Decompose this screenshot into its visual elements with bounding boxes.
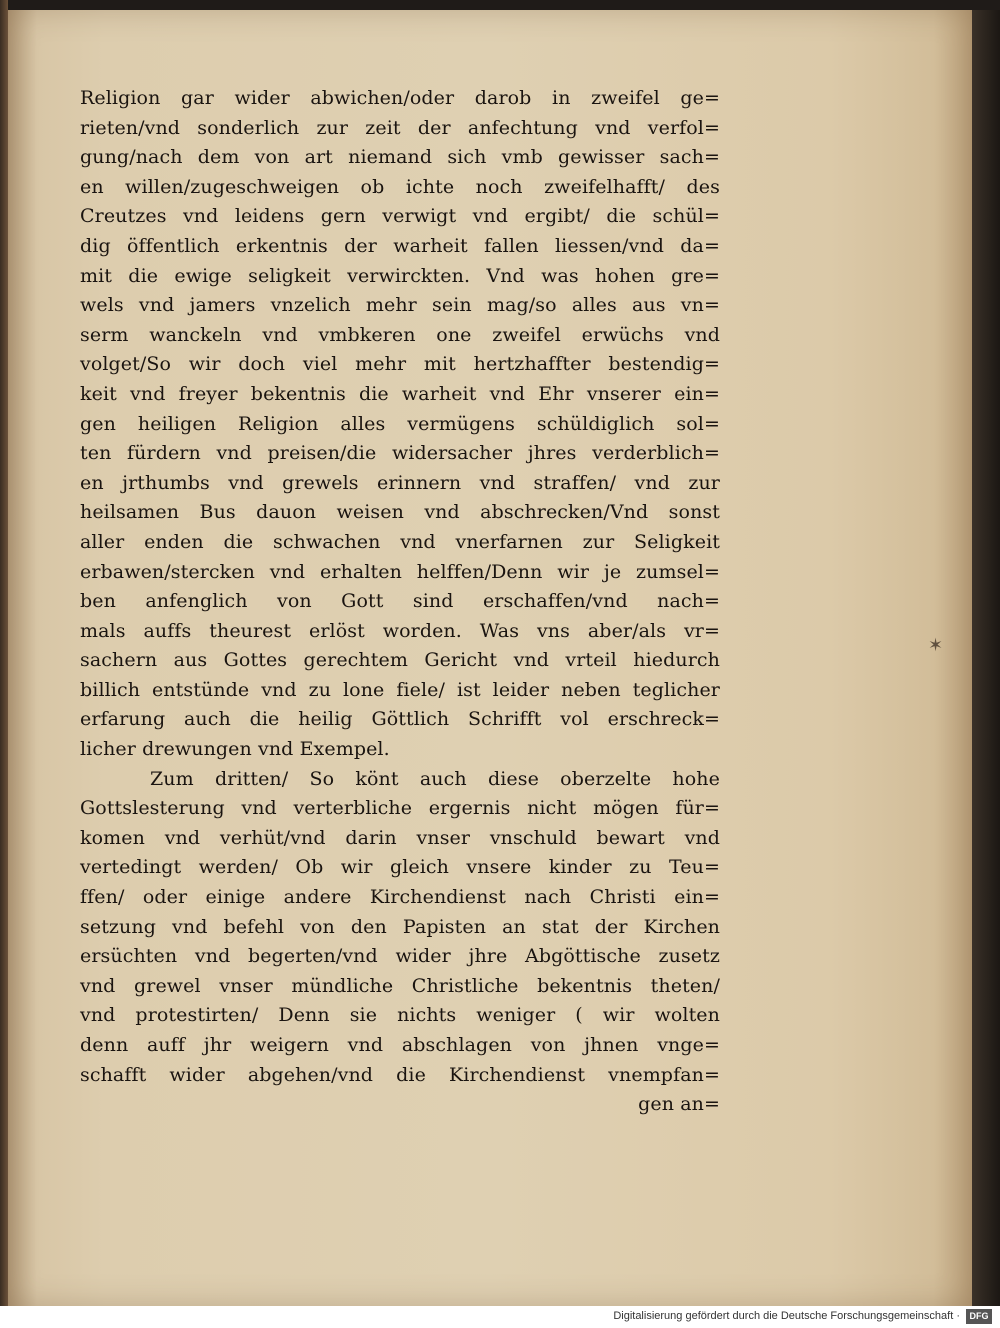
text-line: Creutzes vnd leidens gern verwigt vnd ergibt/ die schül=: [80, 205, 720, 228]
text-line: en jrthumbs vnd grewels erinnern vnd straffen/ vnd zur: [80, 471, 720, 494]
text-line: rieten/vnd sonderlich zur zeit der anfechtung vnd verfol=: [80, 116, 720, 139]
text-line: gen heiligen Religion alles vermügens schüldiglich sol=: [80, 412, 720, 435]
dfg-logo: DFG: [966, 1309, 992, 1324]
text-line: komen vnd verhüt/vnd darin vnser vnschuld bewart vnd: [80, 826, 720, 849]
text-line: mals auffs theurest erlöst worden. Was vns aber/als vr=: [80, 619, 720, 642]
text-line: schafft wider abgehen/vnd die Kirchendienst vnempfan=: [80, 1063, 720, 1086]
text-line: serm wanckeln vnd vmbkeren one zweifel erwüchs vnd: [80, 323, 720, 346]
text-line: Gottslesterung vnd verterbliche ergernis nicht mögen für=: [80, 797, 720, 820]
text-line: sachern aus Gottes gerechtem Gericht vnd vrteil hiedurch: [80, 649, 720, 672]
text-line: mit die ewige seligkeit verwirckten. Vnd was hohen gre=: [80, 264, 720, 287]
text-line: vnd protestirten/ Denn sie nichts weniger ( wir wolten: [80, 1004, 720, 1027]
text-line: wels vnd jamers vnzelich mehr sein mag/so alles aus vn=: [80, 294, 720, 317]
book-page: [8, 10, 972, 1306]
paragraph-start-line: Zum dritten/ So könt auch diese oberzelte hohe: [150, 767, 720, 790]
catchword: gen an=: [638, 1093, 720, 1116]
scanner-right-edge: [972, 10, 1000, 1306]
text-line: setzung vnd befehl von den Papisten an stat der Kirchen: [80, 915, 720, 938]
text-line: aller enden die schwachen vnd vnerfarnen zur Seligkeit: [80, 530, 720, 553]
text-line: dig öffentlich erkentnis der warheit fallen liessen/vnd da=: [80, 234, 720, 257]
text-line: Religion gar wider abwichen/oder darob in zweifel ge=: [80, 87, 720, 109]
text-line: vnd grewel vnser mündliche Christliche bekentnis theten/: [80, 974, 720, 997]
text-line: heilsamen Bus dauon weisen vnd abschrecken/Vnd sonst: [80, 501, 720, 524]
text-line: billich entstünde vnd zu lone fiele/ ist leider neben teglicher: [80, 678, 720, 701]
text-line: ten fürdern vnd preisen/die widersacher jhres verderblich=: [80, 442, 720, 465]
text-line: en willen/zugeschweigen ob ichte noch zweifelhafft/ des: [80, 175, 720, 198]
text-line: volget/So wir doch viel mehr mit hertzhaffter bestendig=: [80, 353, 720, 376]
text-line: gung/nach dem von art niemand sich vmb gewisser sach=: [80, 146, 720, 169]
footer-credit: Digitalisierung gefördert durch die Deutsche Forschungsgemeinschaft ·: [613, 1310, 960, 1322]
text-line: ben anfenglich von Gott sind erschaffen/vnd nach=: [80, 590, 720, 613]
text-line: erbawen/stercken vnd erhalten helffen/Denn wir je zumsel=: [80, 560, 720, 583]
text-block: [80, 84, 720, 1120]
text-line: licher drewungen vnd Exempel.: [80, 738, 390, 761]
ink-blot-mark: ✶: [928, 635, 944, 656]
text-line: ersüchten vnd begerten/vnd wider jhre Abgöttische zusetz: [80, 945, 720, 968]
text-line: vertedingt werden/ Ob wir gleich vnsere kinder zu Teu=: [80, 856, 720, 879]
scanner-left-edge: [0, 0, 8, 1310]
text-line: ffen/ oder einige andere Kirchendienst nach Christi ein=: [80, 886, 720, 909]
text-line: erfarung auch die heilig Göttlich Schrifft vol erschreck=: [80, 708, 720, 731]
text-line: keit vnd freyer bekentnis die warheit vnd Ehr vnserer ein=: [80, 382, 720, 405]
footer-bar: [0, 1306, 1000, 1328]
text-line: denn auff jhr weigern vnd abschlagen von jhnen vnge=: [80, 1034, 720, 1056]
